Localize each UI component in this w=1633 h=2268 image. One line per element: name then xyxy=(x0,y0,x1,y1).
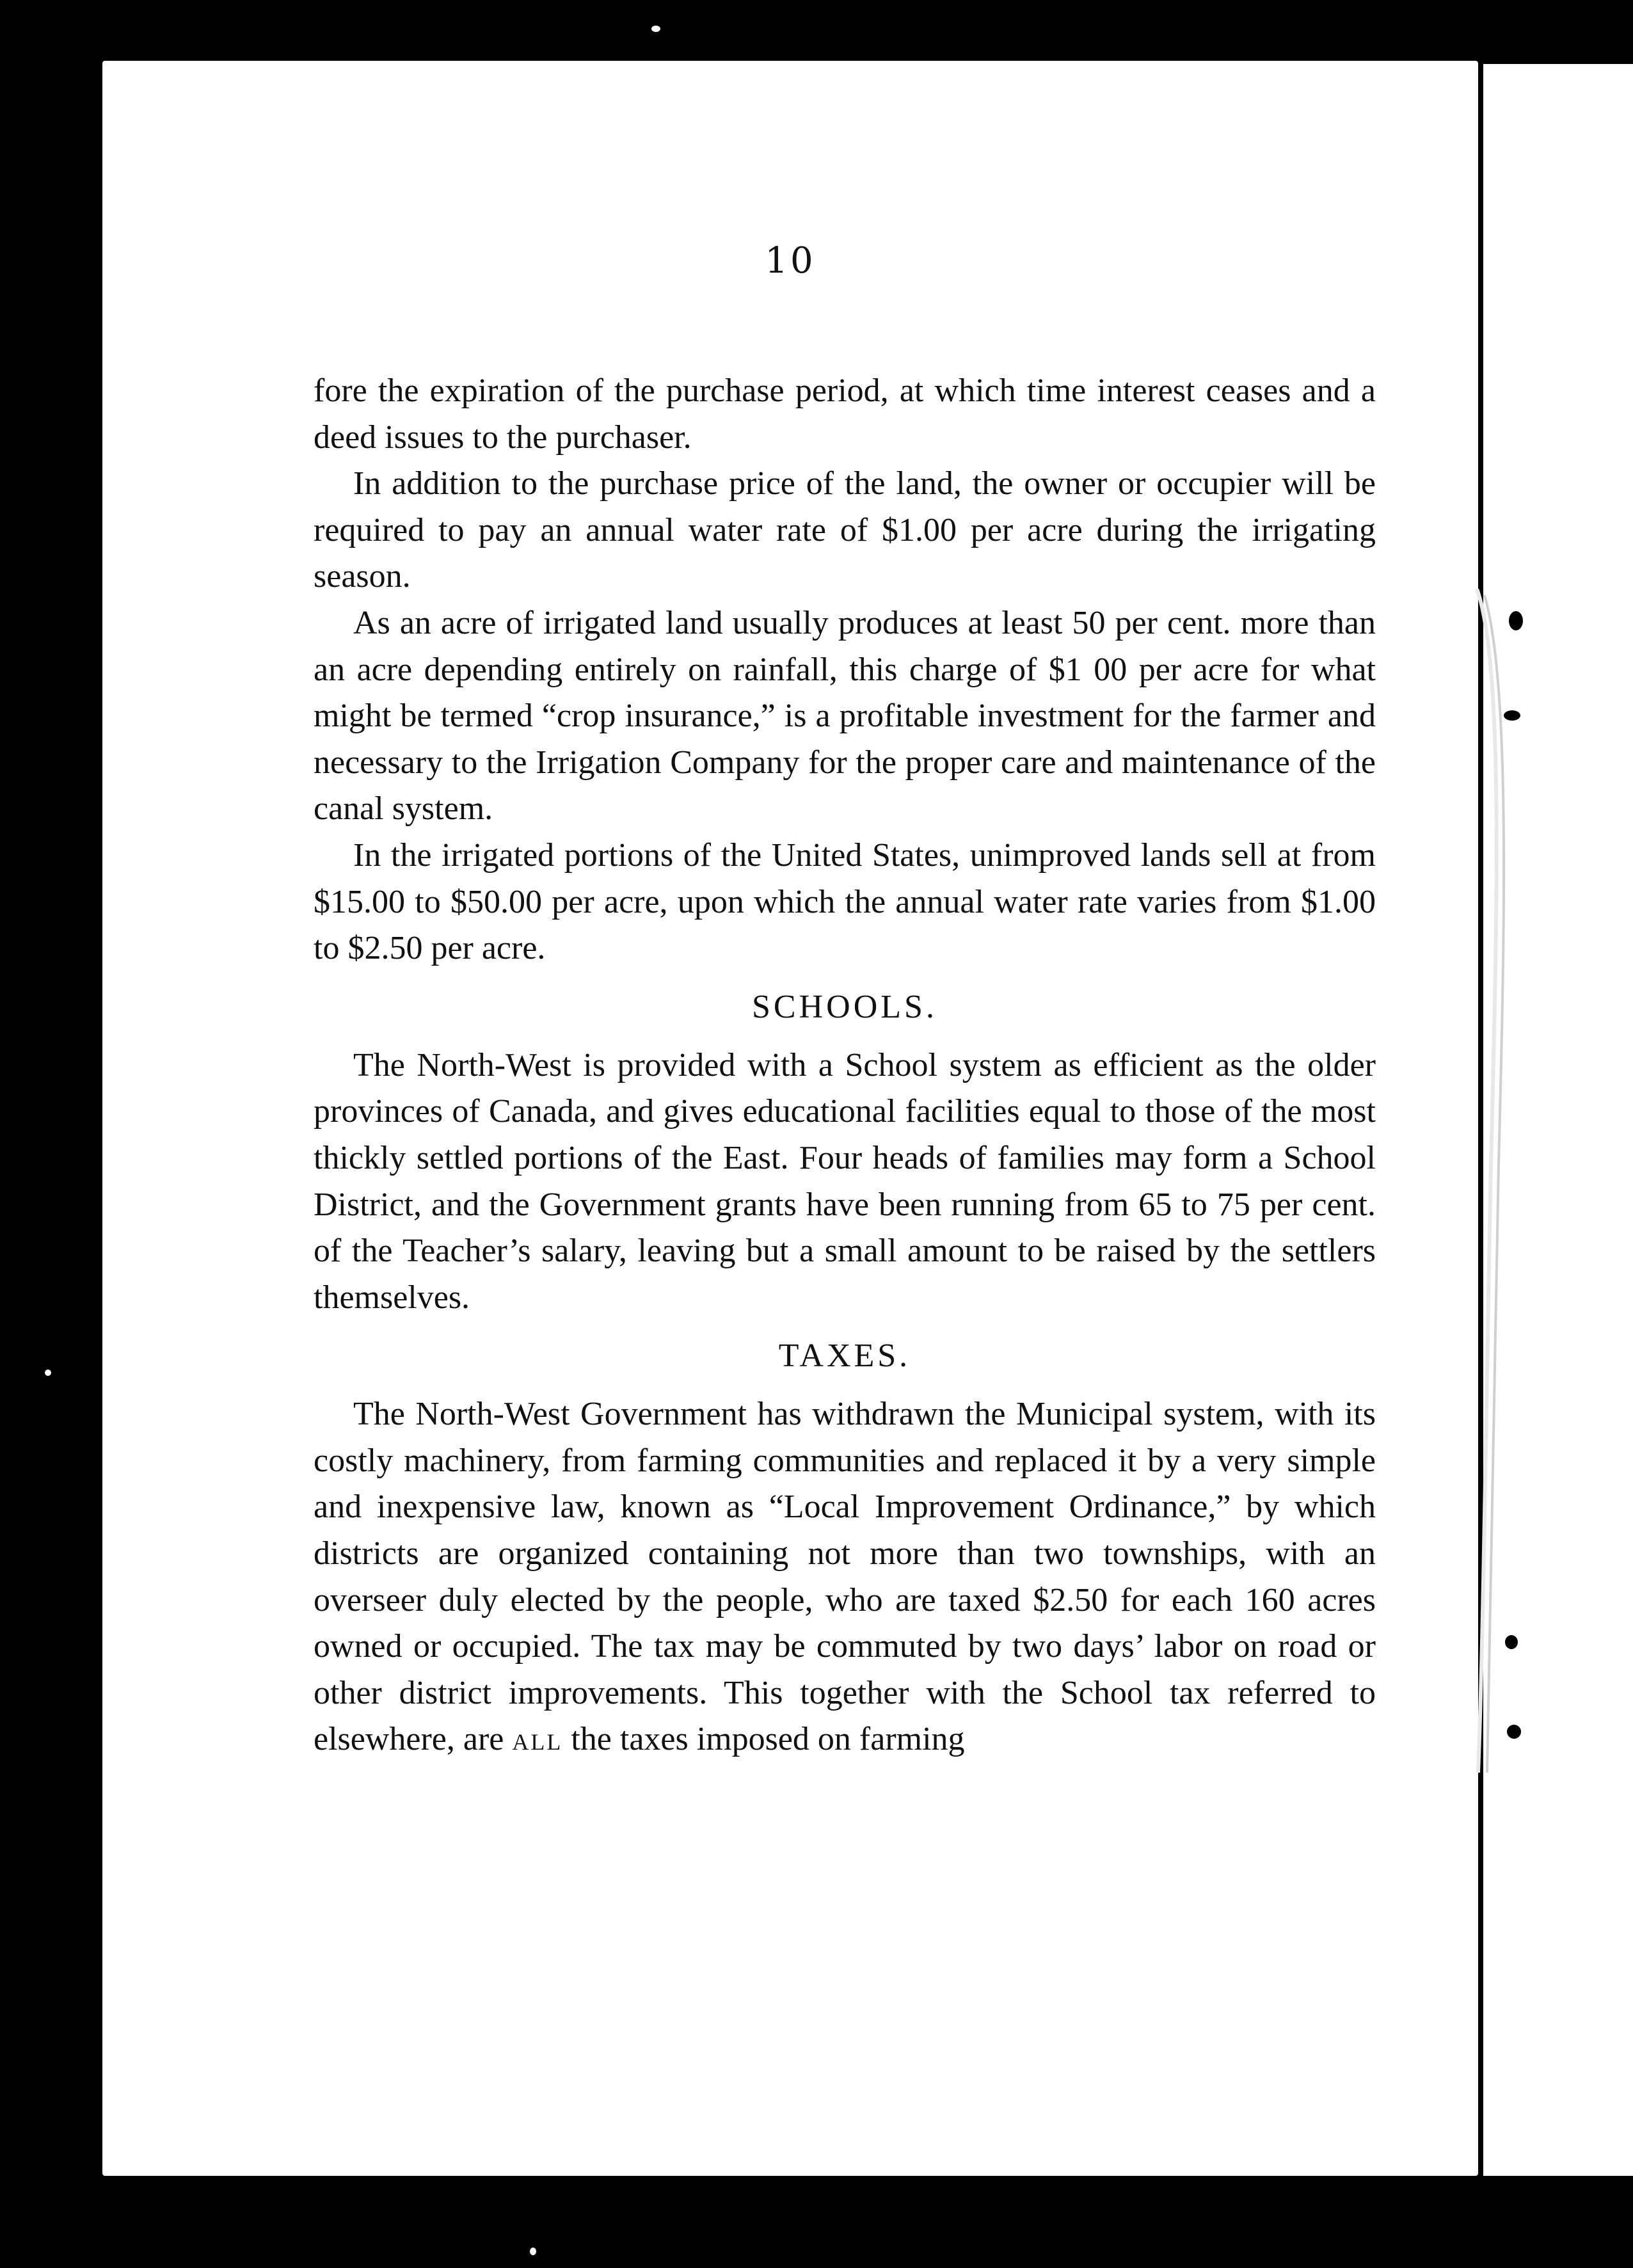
paragraph-united-states: In the irrigated portions of the United States, unimproved lands sell at from $15.00 to $50.00 per acre, upon which the annual water rate varies from $1.00 to $2.50 per acre. xyxy=(314,836,1376,967)
binding-hole xyxy=(1507,1725,1521,1739)
book-page xyxy=(102,61,1478,2176)
paragraph-taxes xyxy=(314,1391,1376,1763)
taxes-heading: TAXES. xyxy=(778,1338,911,1375)
paragraph-water-rate: In addition to the purchase price of the land, the owner or occupier will be required to pay an annual water rate of $1.00 per acre during the irrigating season. xyxy=(314,465,1376,595)
body-text xyxy=(314,368,1376,1763)
dust-speck xyxy=(530,2248,536,2255)
dust-speck xyxy=(651,26,660,32)
taxes-text-end: the taxes imposed on farming xyxy=(571,1721,965,1758)
taxes-text-start: The North-West Government has withdrawn the Municipal system, with its costly machinery, from farming communities and replaced it by a very simple and inexpensive law, known as “Local Improvement Ordinance,” by which districts are organized containing not more than two townships, with an overseer duly elected by the people, who are taxed $2.50 for each 160 acres owned or occupied. The tax may be commuted by two days’ labor on road or other district improvements. This together with the School tax referred to elsewhere, are xyxy=(314,1396,1376,1758)
binding-string xyxy=(1465,589,1517,1773)
binding-hole xyxy=(1505,1635,1518,1649)
taxes-emphasis: all xyxy=(512,1721,563,1758)
schools-heading: SCHOOLS. xyxy=(752,988,937,1025)
paragraph-continued: fore the expiration of the purchase period, at which time interest ceases and a deed issues to the purchaser. xyxy=(314,372,1376,456)
binding-hole xyxy=(1509,611,1523,630)
page-number: 10 xyxy=(765,240,816,282)
paragraph-schools: The North-West is provided with a School system as efficient as the older provinces of Canada, and gives educational facilities equal to those of the most thickly settled portions of the East. Four heads of families may form a School District, and the Government grants have been running from 65 to 75 per cent. of the Teacher’s salary, leaving but a small amount to be raised by the settlers themselves. xyxy=(314,1046,1376,1316)
dust-speck xyxy=(45,1370,51,1376)
paragraph-crop-insurance: As an acre of irrigated land usually produces at least 50 per cent. more than an acre depending entirely on rainfall, this charge of $1 00 per acre for what might be termed “crop insurance,” is a profitable investment for the farmer and necessary to the Irrigation Company for the proper care and maintenance of the canal system. xyxy=(314,604,1376,827)
binding-hole xyxy=(1504,710,1520,721)
